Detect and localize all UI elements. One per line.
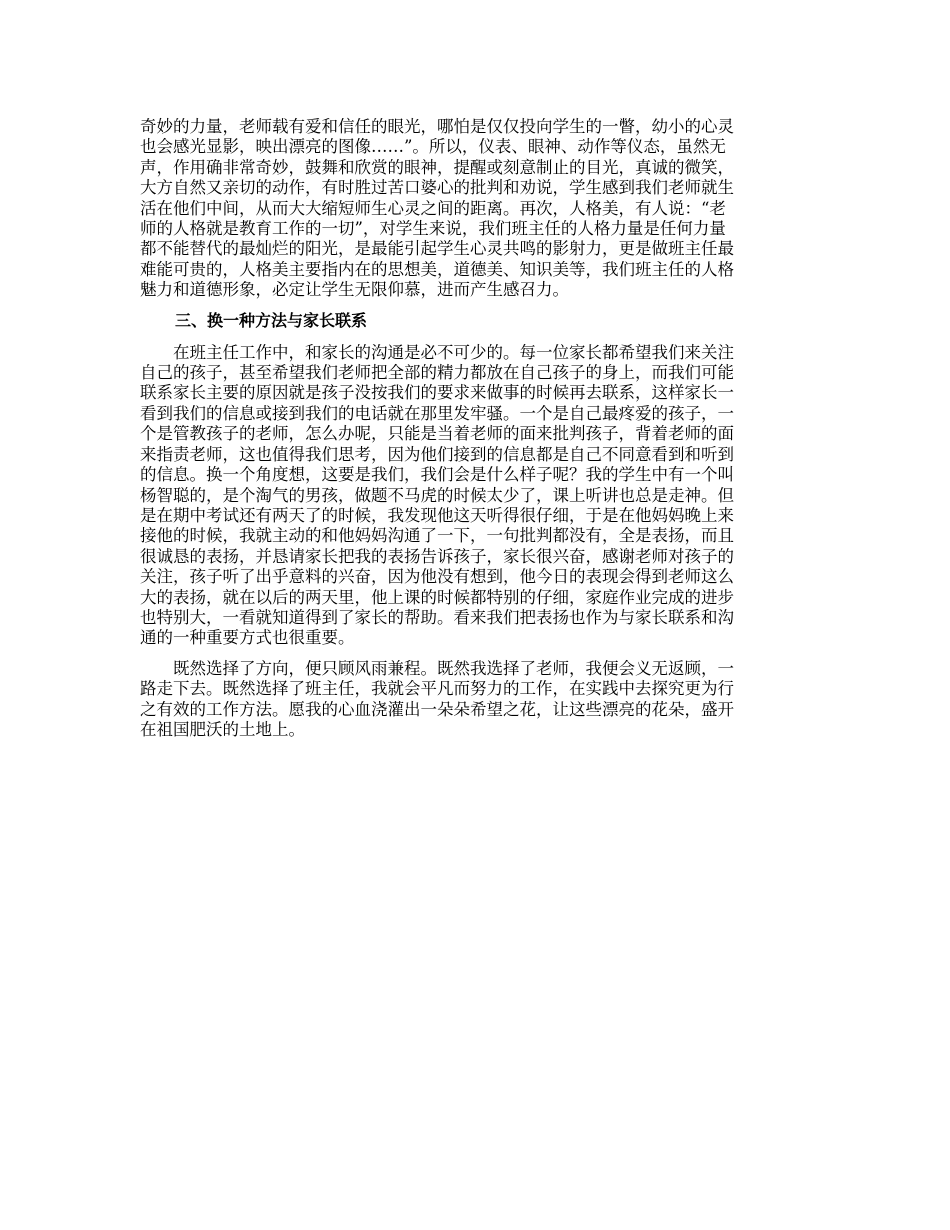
paragraph-2: 在班主任工作中，和家长的沟通是必不可少的。每一位家长都希望我们来关注 自己的孩子，甚至希望我们老师把全部的精力都放在自己孩子的身上，而我们可能 联系家长主要的原因就是孩子没按我们的要求来做事的时候再去联系，这样家长一 看到我们的信息或接到我们的电话就在那里发牢骚。一个是自己最疼爱的孩子，一 个是管教孩子的老师，怎么办呢，只能是当着老师的面来批判孩子，背着老师的面 来指责老师，这也值得我们思考，因为他们接到的信息都是自己不同意看到和听到 的信息。换一个角度想，这要是我们，我们会是什么样子呢？我的学生中有一个叫 杨智聪的，是个淘气的男孩，做题不马虎的时候太少了，课上听讲也总是走神。但 是在期中考试还有两天了的时候，我发现他这天听得很仔细，于是在他妈妈晚上来 接他的时候，我就主动的和他妈妈沟通了一下，一句批判都没有，全是表扬，而且 很诚恳的表扬，并恳请家长把我的表扬告诉孩子，家长很兴奋，感谢老师对孩子的 关注，孩子听了出乎意料的兴奋，因为他没有想到，他今日的表现会得到老师这么 大的表扬，就在以后的两天里，他上课的时候都特别的仔细，家庭作业完成的进步 也特别大，一看就知道得到了家长的帮助。看来我们把表扬也作为与家长联系和沟 通的一种重要方式也很重要。 [140,342,734,648]
paragraph-1: 奇妙的力量，老师载有爱和信任的眼光，哪怕是仅仅投向学生的一瞥，幼小的心灵 也会感光显影，映出漂亮的图像……”。所以，仪表、眼神、动作等仪态，虽然无 声，作用确非常奇妙，鼓舞和欣赏的眼神，提醒或刻意制止的目光，真诚的微笑， 大方自然又亲切的动作，有时胜过苦口婆心的批判和劝说，学生感到我们老师就生 活在他们中间，从而大大缩短师生心灵之间的距离。再次，人格美，有人说：“老 师的人格就是教育工作的一切”，对学生来说，我们班主任的人格力量是任何力量 都不能替代的最灿烂的阳光，是最能引起学生心灵共鸣的影射力，更是做班主任最 难能可贵的，人格美主要指内在的思想美，道德美、知识美等，我们班主任的人格 魅力和道德形象，必定让学生无限仰慕，进而产生感召力。 [140,117,734,300]
document-body [140,117,812,750]
section-heading: 三、换一种方法与家长联系 [175,310,368,330]
paragraph-3: 既然选择了方向，便只顾风雨兼程。既然我选择了老师，我便会义无返顾，一 路走下去。既然选择了班主任，我就会平凡而努力的工作，在实践中去探究更为行 之有效的工作方法。愿我的心血浇灌出一朵朵希望之花，让这些漂亮的花朵，盛开 在祖国肥沃的土地上。 [140,658,734,739]
